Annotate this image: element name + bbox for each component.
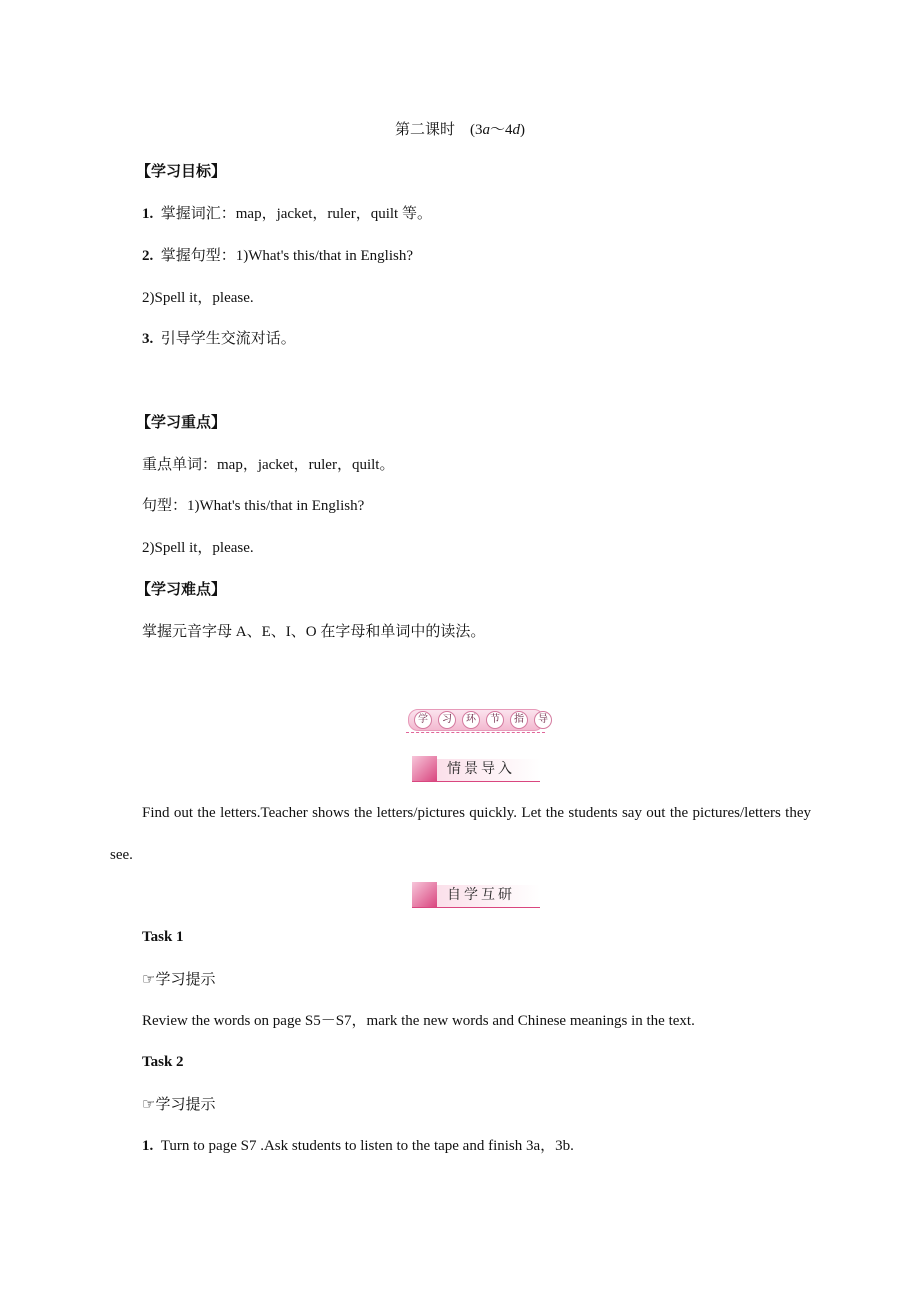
- objective-item: 3. 引导学生交流对话。: [142, 331, 296, 347]
- learning-guide-banner: [406, 707, 548, 733]
- key-words: 重点单词：map，jacket，ruler，quilt。: [142, 457, 395, 473]
- task-label: Task 1: [142, 929, 184, 945]
- objective-item: 2. 掌握句型：1)What's this/that in English?: [142, 248, 414, 264]
- study-hint: ☞学习提示: [142, 1095, 216, 1113]
- objectives-heading: 【学习目标】: [136, 164, 227, 180]
- lesson-title: 第二课时 (3a～4d): [394, 122, 526, 138]
- objective-item: 1. 掌握词汇：map，jacket，ruler，quilt 等。: [142, 206, 432, 222]
- guide-char: 学: [414, 711, 432, 729]
- difficulties-text: 掌握元音字母 A、E、I、O 在字母和单词中的读法。: [142, 624, 486, 640]
- task-label: Task 2: [142, 1054, 184, 1070]
- guide-char: 指: [510, 711, 528, 729]
- task-text: Review the words on page S5－S7，mark the new words and Chinese meanings in the text.: [142, 1013, 695, 1029]
- guide-char: 节: [486, 711, 504, 729]
- intro-paragraph: Find out the letters.Teacher shows the letters/pictures quickly. Let the students say out the pictures/letters they see.: [110, 805, 811, 863]
- key-points-heading: 【学习重点】: [136, 415, 227, 431]
- key-sentence: 句型：1)What's this/that in English?: [142, 498, 365, 514]
- key-sentence: 2)Spell it，please.: [142, 540, 254, 556]
- section-banner-self-study: 自学互研: [412, 882, 540, 908]
- pointing-hand-icon: ☞: [142, 970, 156, 988]
- task-item: 1. Turn to page S7 .Ask students to listen to the tape and finish 3a，3b.: [142, 1138, 574, 1154]
- pointing-hand-icon: ☞: [142, 1095, 156, 1113]
- guide-char: 习: [438, 711, 456, 729]
- guide-char: 环: [462, 711, 480, 729]
- difficulties-heading: 【学习难点】: [136, 582, 227, 598]
- guide-char: 导: [534, 711, 552, 729]
- objective-item: 2)Spell it，please.: [142, 290, 254, 306]
- study-hint: ☞学习提示: [142, 970, 216, 988]
- section-banner-intro: 情景导入: [412, 756, 540, 782]
